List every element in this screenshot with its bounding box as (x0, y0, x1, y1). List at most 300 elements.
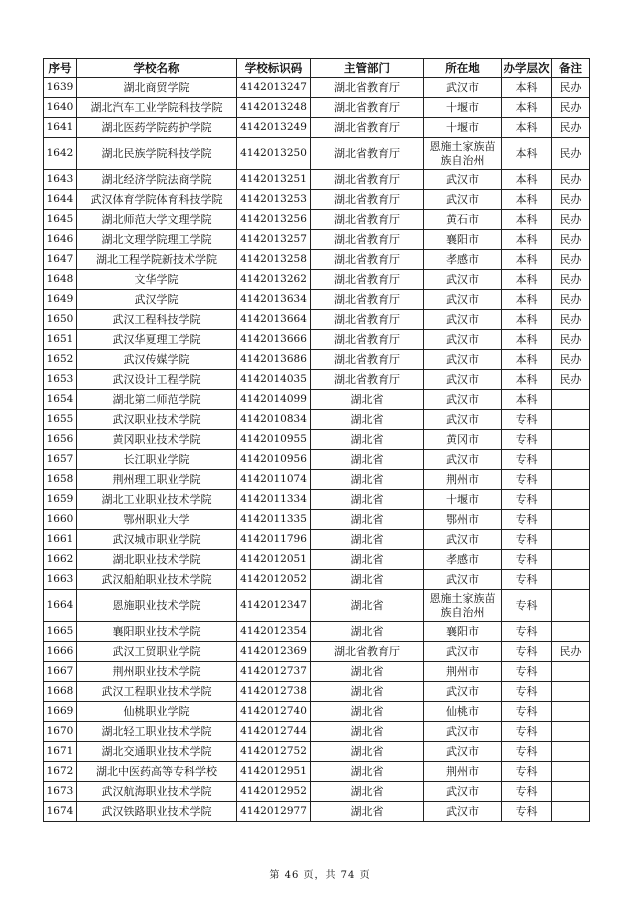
location-cell: 仙桃市 (424, 702, 502, 722)
location-cell: 荆州市 (424, 662, 502, 682)
school-name-cell: 湖北中医药高等专科学校 (77, 762, 237, 782)
school-code-cell: 4142013247 (237, 78, 311, 98)
level-cell: 专科 (502, 490, 552, 510)
table-row (44, 350, 590, 370)
table-row (44, 802, 590, 822)
school-name-cell: 武汉铁路职业技术学院 (77, 802, 237, 822)
header-row (44, 59, 590, 78)
index-cell: 1667 (44, 662, 77, 682)
department-cell: 湖北省教育厅 (311, 310, 424, 330)
table-row (44, 642, 590, 662)
location-cell: 武汉市 (424, 570, 502, 590)
level-cell: 专科 (502, 530, 552, 550)
table-row (44, 310, 590, 330)
school-code-cell: 4142013256 (237, 210, 311, 230)
table-row (44, 118, 590, 138)
remark-cell (552, 622, 590, 642)
school-code-cell: 4142011796 (237, 530, 311, 550)
table-row (44, 470, 590, 490)
department-cell: 湖北省教育厅 (311, 138, 424, 170)
school-name-cell: 武汉城市职业学院 (77, 530, 237, 550)
index-cell: 1660 (44, 510, 77, 530)
department-cell: 湖北省 (311, 722, 424, 742)
remark-cell: 民办 (552, 190, 590, 210)
department-cell: 湖北省教育厅 (311, 350, 424, 370)
school-name-cell: 武汉学院 (77, 290, 237, 310)
school-code-cell: 4142010955 (237, 430, 311, 450)
location-cell: 黄石市 (424, 210, 502, 230)
index-cell: 1666 (44, 642, 77, 662)
department-cell: 湖北省 (311, 762, 424, 782)
index-cell: 1650 (44, 310, 77, 330)
index-cell: 1658 (44, 470, 77, 490)
level-cell: 本科 (502, 170, 552, 190)
location-cell: 武汉市 (424, 682, 502, 702)
school-name-cell: 武汉航海职业技术学院 (77, 782, 237, 802)
table-row (44, 78, 590, 98)
remark-cell (552, 682, 590, 702)
school-code-cell: 4142011334 (237, 490, 311, 510)
school-name-cell: 武汉体育学院体育科技学院 (77, 190, 237, 210)
department-cell: 湖北省教育厅 (311, 190, 424, 210)
table-row (44, 98, 590, 118)
department-cell: 湖北省 (311, 470, 424, 490)
index-cell: 1649 (44, 290, 77, 310)
remark-cell (552, 470, 590, 490)
table-row (44, 550, 590, 570)
remark-cell (552, 530, 590, 550)
location-cell: 十堰市 (424, 98, 502, 118)
index-cell: 1665 (44, 622, 77, 642)
department-cell: 湖北省教育厅 (311, 78, 424, 98)
department-cell: 湖北省教育厅 (311, 330, 424, 350)
index-cell: 1664 (44, 590, 77, 622)
school-name-cell: 湖北交通职业技术学院 (77, 742, 237, 762)
page-footer: 第 46 页，共 74 页 (269, 870, 371, 881)
table-row (44, 662, 590, 682)
level-cell: 本科 (502, 138, 552, 170)
index-cell: 1647 (44, 250, 77, 270)
index-cell: 1673 (44, 782, 77, 802)
remark-cell: 民办 (552, 350, 590, 370)
school-list-table (43, 58, 590, 822)
level-cell: 专科 (502, 742, 552, 762)
table-row (44, 410, 590, 430)
level-cell: 专科 (502, 722, 552, 742)
school-name-cell: 武汉船舶职业技术学院 (77, 570, 237, 590)
index-cell: 1645 (44, 210, 77, 230)
level-cell: 本科 (502, 118, 552, 138)
department-cell: 湖北省 (311, 390, 424, 410)
school-code-cell: 4142011074 (237, 470, 311, 490)
index-cell: 1661 (44, 530, 77, 550)
school-code-cell: 4142013257 (237, 230, 311, 250)
level-cell: 本科 (502, 190, 552, 210)
table-row (44, 762, 590, 782)
department-cell: 湖北省教育厅 (311, 370, 424, 390)
table-row (44, 450, 590, 470)
school-name-cell: 荆州理工职业学院 (77, 470, 237, 490)
header-cell-department: 主管部门 (311, 59, 424, 78)
school-name-cell: 湖北工业职业技术学院 (77, 490, 237, 510)
remark-cell: 民办 (552, 138, 590, 170)
index-cell: 1639 (44, 78, 77, 98)
remark-cell (552, 590, 590, 622)
index-cell: 1654 (44, 390, 77, 410)
location-cell: 襄阳市 (424, 622, 502, 642)
remark-cell (552, 510, 590, 530)
school-name-cell: 湖北职业技术学院 (77, 550, 237, 570)
school-name-cell: 湖北医药学院药护学院 (77, 118, 237, 138)
level-cell: 专科 (502, 450, 552, 470)
location-cell: 武汉市 (424, 410, 502, 430)
table-row (44, 210, 590, 230)
index-cell: 1671 (44, 742, 77, 762)
level-cell: 本科 (502, 350, 552, 370)
table-row (44, 570, 590, 590)
school-code-cell: 4142013634 (237, 290, 311, 310)
level-cell: 本科 (502, 290, 552, 310)
school-name-cell: 仙桃职业学院 (77, 702, 237, 722)
department-cell: 湖北省 (311, 742, 424, 762)
level-cell: 专科 (502, 430, 552, 450)
level-cell: 专科 (502, 642, 552, 662)
department-cell: 湖北省 (311, 510, 424, 530)
level-cell: 专科 (502, 802, 552, 822)
level-cell: 本科 (502, 270, 552, 290)
school-name-cell: 文华学院 (77, 270, 237, 290)
school-name-cell: 武汉职业技术学院 (77, 410, 237, 430)
school-code-cell: 4142013686 (237, 350, 311, 370)
department-cell: 湖北省 (311, 622, 424, 642)
school-code-cell: 4142014035 (237, 370, 311, 390)
location-cell: 武汉市 (424, 190, 502, 210)
school-code-cell: 4142012740 (237, 702, 311, 722)
index-cell: 1643 (44, 170, 77, 190)
location-cell: 武汉市 (424, 742, 502, 762)
school-code-cell: 4142012738 (237, 682, 311, 702)
table-row (44, 230, 590, 250)
department-cell: 湖北省 (311, 570, 424, 590)
remark-cell: 民办 (552, 270, 590, 290)
remark-cell (552, 570, 590, 590)
level-cell: 本科 (502, 250, 552, 270)
school-name-cell: 武汉工程科技学院 (77, 310, 237, 330)
school-code-cell: 4142013248 (237, 98, 311, 118)
level-cell: 本科 (502, 78, 552, 98)
department-cell: 湖北省 (311, 662, 424, 682)
index-cell: 1646 (44, 230, 77, 250)
remark-cell: 民办 (552, 642, 590, 662)
index-cell: 1662 (44, 550, 77, 570)
department-cell: 湖北省 (311, 682, 424, 702)
remark-cell: 民办 (552, 330, 590, 350)
location-cell: 荆州市 (424, 762, 502, 782)
department-cell: 湖北省教育厅 (311, 210, 424, 230)
table-row (44, 290, 590, 310)
school-code-cell: 4142010956 (237, 450, 311, 470)
index-cell: 1651 (44, 330, 77, 350)
level-cell: 专科 (502, 682, 552, 702)
department-cell: 湖北省教育厅 (311, 250, 424, 270)
school-code-cell: 4142013664 (237, 310, 311, 330)
remark-cell: 民办 (552, 118, 590, 138)
index-cell: 1644 (44, 190, 77, 210)
location-cell: 武汉市 (424, 78, 502, 98)
table-row (44, 742, 590, 762)
school-code-cell: 4142012369 (237, 642, 311, 662)
table-row (44, 702, 590, 722)
location-cell: 武汉市 (424, 350, 502, 370)
school-name-cell: 湖北第二师范学院 (77, 390, 237, 410)
table-row (44, 138, 590, 170)
school-name-cell: 武汉工贸职业学院 (77, 642, 237, 662)
remark-cell (552, 410, 590, 430)
department-cell: 湖北省教育厅 (311, 118, 424, 138)
school-name-cell: 湖北商贸学院 (77, 78, 237, 98)
school-code-cell: 4142012737 (237, 662, 311, 682)
department-cell: 湖北省教育厅 (311, 642, 424, 662)
level-cell: 专科 (502, 622, 552, 642)
remark-cell: 民办 (552, 370, 590, 390)
school-name-cell: 湖北轻工职业技术学院 (77, 722, 237, 742)
department-cell: 湖北省 (311, 702, 424, 722)
location-cell: 孝感市 (424, 250, 502, 270)
remark-cell (552, 550, 590, 570)
header-cell-remark: 备注 (552, 59, 590, 78)
school-code-cell: 4142013666 (237, 330, 311, 350)
school-name-cell: 湖北汽车工业学院科技学院 (77, 98, 237, 118)
index-cell: 1648 (44, 270, 77, 290)
header-cell-index: 序号 (44, 59, 77, 78)
index-cell: 1642 (44, 138, 77, 170)
school-code-cell: 4142012951 (237, 762, 311, 782)
department-cell: 湖北省 (311, 430, 424, 450)
school-code-cell: 4142013251 (237, 170, 311, 190)
level-cell: 本科 (502, 210, 552, 230)
school-name-cell: 湖北民族学院科技学院 (77, 138, 237, 170)
remark-cell: 民办 (552, 78, 590, 98)
remark-cell: 民办 (552, 250, 590, 270)
remark-cell: 民办 (552, 98, 590, 118)
school-code-cell: 4142013249 (237, 118, 311, 138)
table-row (44, 390, 590, 410)
department-cell: 湖北省 (311, 550, 424, 570)
location-cell: 孝感市 (424, 550, 502, 570)
level-cell: 专科 (502, 570, 552, 590)
location-cell: 鄂州市 (424, 510, 502, 530)
level-cell: 本科 (502, 330, 552, 350)
location-cell: 武汉市 (424, 390, 502, 410)
school-name-cell: 荆州职业技术学院 (77, 662, 237, 682)
level-cell: 专科 (502, 510, 552, 530)
school-name-cell: 黄冈职业技术学院 (77, 430, 237, 450)
level-cell: 专科 (502, 410, 552, 430)
department-cell: 湖北省 (311, 490, 424, 510)
table-row (44, 782, 590, 802)
level-cell: 专科 (502, 590, 552, 622)
school-name-cell: 湖北师范大学文理学院 (77, 210, 237, 230)
department-cell: 湖北省 (311, 590, 424, 622)
school-code-cell: 4142010834 (237, 410, 311, 430)
table-body (44, 78, 590, 822)
index-cell: 1674 (44, 802, 77, 822)
level-cell: 本科 (502, 98, 552, 118)
school-code-cell: 4142012752 (237, 742, 311, 762)
index-cell: 1672 (44, 762, 77, 782)
header-cell-school-name: 学校名称 (77, 59, 237, 78)
table-row (44, 330, 590, 350)
index-cell: 1655 (44, 410, 77, 430)
index-cell: 1668 (44, 682, 77, 702)
level-cell: 本科 (502, 370, 552, 390)
department-cell: 湖北省教育厅 (311, 290, 424, 310)
school-name-cell: 长江职业学院 (77, 450, 237, 470)
location-cell: 武汉市 (424, 722, 502, 742)
remark-cell (552, 450, 590, 470)
school-code-cell: 4142011335 (237, 510, 311, 530)
school-code-cell: 4142012744 (237, 722, 311, 742)
index-cell: 1656 (44, 430, 77, 450)
school-code-cell: 4142012052 (237, 570, 311, 590)
department-cell: 湖北省 (311, 450, 424, 470)
remark-cell: 民办 (552, 230, 590, 250)
school-code-cell: 4142013253 (237, 190, 311, 210)
table-row (44, 190, 590, 210)
school-list-sheet (43, 58, 590, 822)
location-cell: 武汉市 (424, 290, 502, 310)
remark-cell (552, 662, 590, 682)
department-cell: 湖北省 (311, 530, 424, 550)
school-code-cell: 4142014099 (237, 390, 311, 410)
school-code-cell: 4142013258 (237, 250, 311, 270)
location-cell: 武汉市 (424, 310, 502, 330)
school-code-cell: 4142013262 (237, 270, 311, 290)
location-cell: 武汉市 (424, 270, 502, 290)
remark-cell (552, 802, 590, 822)
level-cell: 专科 (502, 550, 552, 570)
remark-cell: 民办 (552, 310, 590, 330)
header-cell-location: 所在地 (424, 59, 502, 78)
school-code-cell: 4142013250 (237, 138, 311, 170)
school-name-cell: 武汉传媒学院 (77, 350, 237, 370)
location-cell: 武汉市 (424, 370, 502, 390)
remark-cell (552, 702, 590, 722)
school-code-cell: 4142012952 (237, 782, 311, 802)
department-cell: 湖北省 (311, 410, 424, 430)
level-cell: 专科 (502, 762, 552, 782)
table-row (44, 510, 590, 530)
location-cell: 武汉市 (424, 170, 502, 190)
remark-cell (552, 390, 590, 410)
department-cell: 湖北省教育厅 (311, 170, 424, 190)
level-cell: 本科 (502, 390, 552, 410)
level-cell: 本科 (502, 230, 552, 250)
department-cell: 湖北省 (311, 802, 424, 822)
school-name-cell: 襄阳职业技术学院 (77, 622, 237, 642)
location-cell: 恩施土家族苗族自治州 (424, 590, 502, 622)
index-cell: 1652 (44, 350, 77, 370)
location-cell: 襄阳市 (424, 230, 502, 250)
remark-cell (552, 782, 590, 802)
school-name-cell: 湖北工程学院新技术学院 (77, 250, 237, 270)
location-cell: 武汉市 (424, 530, 502, 550)
table-row (44, 530, 590, 550)
remark-cell: 民办 (552, 290, 590, 310)
location-cell: 荆州市 (424, 470, 502, 490)
header-cell-level: 办学层次 (502, 59, 552, 78)
department-cell: 湖北省教育厅 (311, 230, 424, 250)
remark-cell (552, 430, 590, 450)
table-row (44, 270, 590, 290)
location-cell: 武汉市 (424, 450, 502, 470)
header-cell-school-code: 学校标识码 (237, 59, 311, 78)
remark-cell (552, 490, 590, 510)
table-row (44, 682, 590, 702)
school-name-cell: 恩施职业技术学院 (77, 590, 237, 622)
location-cell: 武汉市 (424, 642, 502, 662)
department-cell: 湖北省教育厅 (311, 270, 424, 290)
table-row (44, 590, 590, 622)
school-code-cell: 4142012347 (237, 590, 311, 622)
index-cell: 1659 (44, 490, 77, 510)
location-cell: 武汉市 (424, 802, 502, 822)
department-cell: 湖北省教育厅 (311, 98, 424, 118)
remark-cell: 民办 (552, 170, 590, 190)
table-row (44, 370, 590, 390)
school-name-cell: 武汉华夏理工学院 (77, 330, 237, 350)
school-name-cell: 湖北文理学院理工学院 (77, 230, 237, 250)
index-cell: 1641 (44, 118, 77, 138)
level-cell: 专科 (502, 470, 552, 490)
department-cell: 湖北省 (311, 782, 424, 802)
location-cell: 黄冈市 (424, 430, 502, 450)
school-name-cell: 武汉设计工程学院 (77, 370, 237, 390)
table-row (44, 722, 590, 742)
school-name-cell: 湖北经济学院法商学院 (77, 170, 237, 190)
table-row (44, 250, 590, 270)
remark-cell (552, 762, 590, 782)
remark-cell (552, 722, 590, 742)
level-cell: 专科 (502, 782, 552, 802)
index-cell: 1653 (44, 370, 77, 390)
index-cell: 1670 (44, 722, 77, 742)
school-code-cell: 4142012354 (237, 622, 311, 642)
index-cell: 1640 (44, 98, 77, 118)
level-cell: 本科 (502, 310, 552, 330)
remark-cell: 民办 (552, 210, 590, 230)
table-row (44, 170, 590, 190)
location-cell: 恩施土家族苗族自治州 (424, 138, 502, 170)
location-cell: 武汉市 (424, 782, 502, 802)
index-cell: 1657 (44, 450, 77, 470)
school-code-cell: 4142012051 (237, 550, 311, 570)
table-row (44, 622, 590, 642)
location-cell: 武汉市 (424, 330, 502, 350)
remark-cell (552, 742, 590, 762)
location-cell: 十堰市 (424, 118, 502, 138)
index-cell: 1669 (44, 702, 77, 722)
level-cell: 专科 (502, 702, 552, 722)
location-cell: 十堰市 (424, 490, 502, 510)
table-row (44, 490, 590, 510)
school-code-cell: 4142012977 (237, 802, 311, 822)
school-name-cell: 武汉工程职业技术学院 (77, 682, 237, 702)
table-row (44, 430, 590, 450)
index-cell: 1663 (44, 570, 77, 590)
level-cell: 专科 (502, 662, 552, 682)
school-name-cell: 鄂州职业大学 (77, 510, 237, 530)
